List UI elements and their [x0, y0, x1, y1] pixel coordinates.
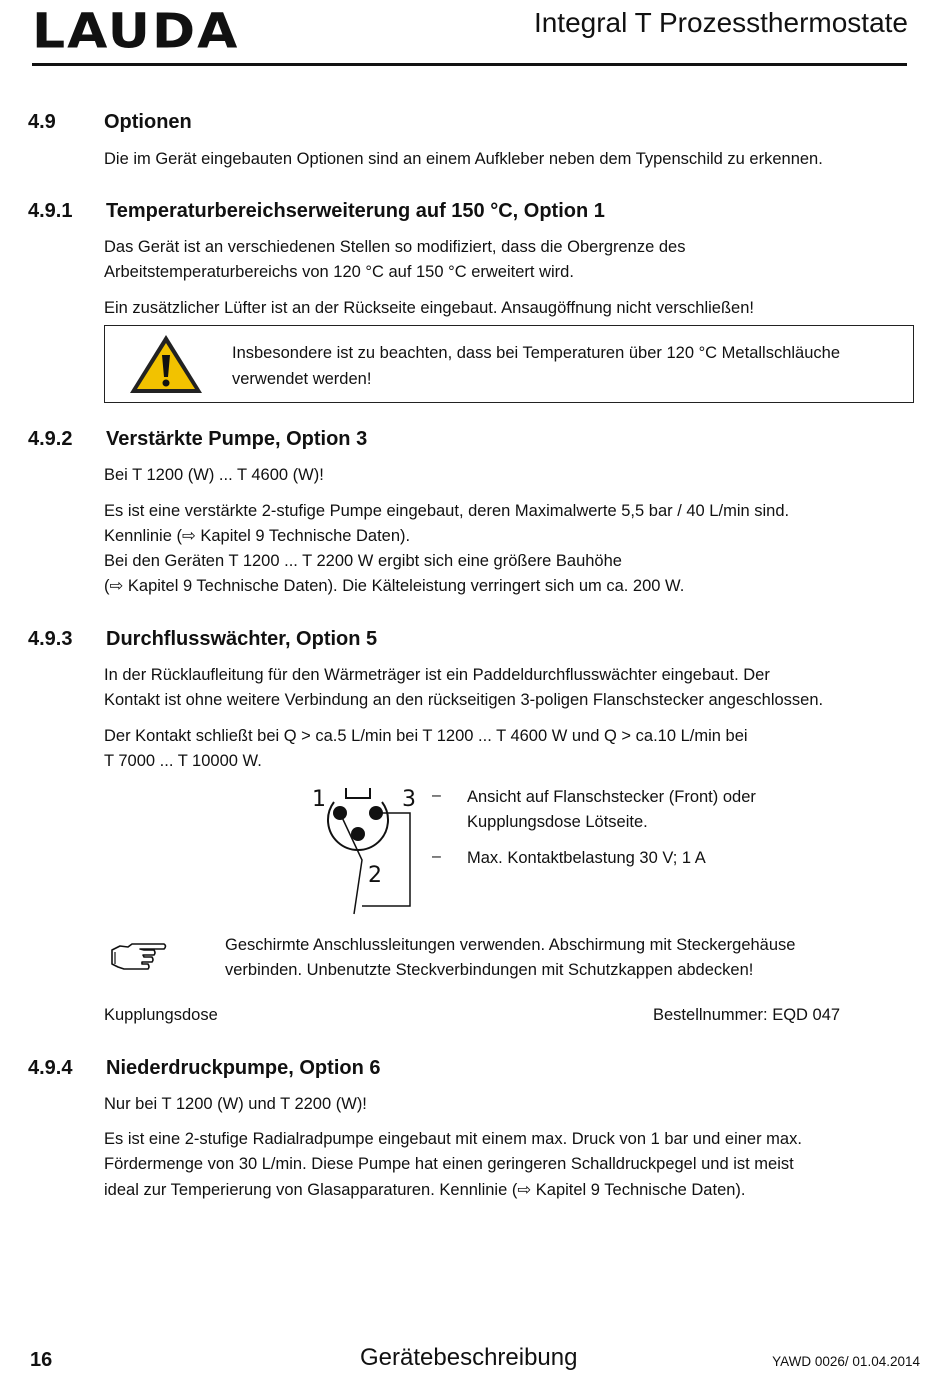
part-label: Kupplungsdose — [104, 1006, 218, 1024]
section-4-9-2-para1: Bei T 1200 (W) ... T 4600 (W)! — [104, 466, 324, 484]
section-title-4-9-2: Verstärkte Pumpe, Option 3 — [106, 428, 368, 450]
section-4-9-1-para2: Ein zusätzlicher Lüfter ist an der Rückseite eingebaut. Ansaugöffnung nicht verschließen! — [104, 299, 754, 317]
section-4-9-3-para2-line1: Der Kontakt schließt bei Q > ca.5 L/min bei T 1200 ... T 4600 W und Q > ca.10 L/min bei — [104, 727, 748, 745]
section-4-9-3-para2-line2: T 7000 ... T 10000 W. — [104, 752, 262, 770]
note-line1: Geschirmte Anschlussleitungen verwenden. Abschirmung mit Steckergehäuse — [225, 936, 796, 954]
warning-text — [232, 341, 912, 392]
section-4-9-2-para2-line2: Kennlinie (⇨ Kapitel 9 Technische Daten). — [104, 527, 411, 545]
section-4-9-4-para2-line1: Es ist eine 2-stufige Radialradpumpe eingebaut mit einem max. Druck von 1 bar und einer max. — [104, 1130, 802, 1148]
bullet2-text: Max. Kontaktbelastung 30 V; 1 A — [467, 849, 706, 867]
section-number-4-9-4: 4.9.4 — [28, 1057, 73, 1079]
section-number-4-9-2: 4.9.2 — [28, 428, 73, 450]
section-title-4-9: Optionen — [104, 111, 192, 133]
pin-3-label: 3 — [402, 787, 416, 812]
section-title-4-9-1: Temperaturbereichserweiterung auf 150 °C, Option 1 — [106, 200, 605, 222]
warning-box — [104, 325, 914, 403]
header-divider — [32, 63, 907, 66]
section-title-4-9-3: Durchflusswächter, Option 5 — [106, 628, 378, 650]
warning-text-line1: Insbesondere ist zu beachten, dass bei Temperaturen über 120 °C Metallschläuche — [232, 344, 840, 362]
section-number-4-9-3: 4.9.3 — [28, 628, 73, 650]
footer-chapter-title: Gerätebeschreibung — [360, 1344, 578, 1371]
bullet1-line2: Kupplungsdose Lötseite. — [467, 813, 648, 831]
section-4-9-4-para2-line2: Fördermenge von 30 L/min. Diese Pumpe hat einen geringeren Schalldruckpegel und ist meist — [104, 1155, 794, 1173]
pointing-hand-icon — [110, 940, 168, 972]
warning-triangle-icon — [127, 332, 205, 396]
section-4-9-4-para2-line3: ideal zur Temperierung von Glasapparaturen. Kennlinie (⇨ Kapitel 9 Technische Daten). — [104, 1181, 746, 1199]
section-4-9-2-para2-line1: Es ist eine verstärkte 2-stufige Pumpe eingebaut, deren Maximalwerte 5,5 bar / 40 L/min sind. — [104, 502, 790, 520]
section-4-9-text: Die im Gerät eingebauten Optionen sind an einem Aufkleber neben dem Typenschild zu erkennen. — [104, 150, 823, 168]
section-4-9-2-para2-line4: (⇨ Kapitel 9 Technische Daten). Die Kälteleistung verringert sich um ca. 200 W. — [104, 577, 685, 595]
section-number-4-9: 4.9 — [28, 111, 56, 133]
bullet-dash-2: – — [432, 848, 441, 865]
pin-2-label: 2 — [368, 863, 382, 888]
section-number-4-9-1: 4.9.1 — [28, 200, 73, 222]
connector-pinout-diagram — [306, 782, 426, 922]
section-4-9-1-para1-line2: Arbeitstemperaturbereichs von 120 °C auf 150 °C erweitert wird. — [104, 263, 574, 281]
bullet-dash-1: – — [432, 787, 441, 804]
section-4-9-1-para1-line1: Das Gerät ist an verschiedenen Stellen so modifiziert, dass die Obergrenze des — [104, 238, 686, 256]
warning-text-line2: verwendet werden! — [232, 369, 372, 388]
document-title: Integral T Prozessthermostate — [533, 7, 908, 38]
section-4-9-4-para1: Nur bei T 1200 (W) und T 2200 (W)! — [104, 1095, 367, 1113]
section-4-9-3-para1-line1: In der Rücklaufleitung für den Wärmeträger ist ein Paddeldurchflusswächter eingebaut. Der — [104, 666, 770, 684]
page-number: 16 — [30, 1349, 53, 1371]
pin-2-dot — [351, 827, 365, 841]
note-line2: verbinden. Unbenutzte Steckverbindungen mit Schutzkappen abdecken! — [225, 961, 754, 979]
lauda-logo: LAUDA — [32, 4, 240, 60]
footer-document-id: YAWD 0026/ 01.04.2014 — [772, 1354, 920, 1369]
pin-1-label: 1 — [312, 787, 326, 812]
part-number: Bestellnummer: EQD 047 — [653, 1006, 841, 1024]
section-4-9-3-para1-line2: Kontakt ist ohne weitere Verbindung an den rückseitigen 3-poligen Flanschstecker angeschlossen. — [104, 691, 824, 709]
bullet1-line1: Ansicht auf Flanschstecker (Front) oder — [467, 788, 756, 806]
section-title-4-9-4: Niederdruckpumpe, Option 6 — [106, 1057, 381, 1079]
section-4-9-2-para2-line3: Bei den Geräten T 1200 ... T 2200 W ergibt sich eine größere Bauhöhe — [104, 552, 622, 570]
